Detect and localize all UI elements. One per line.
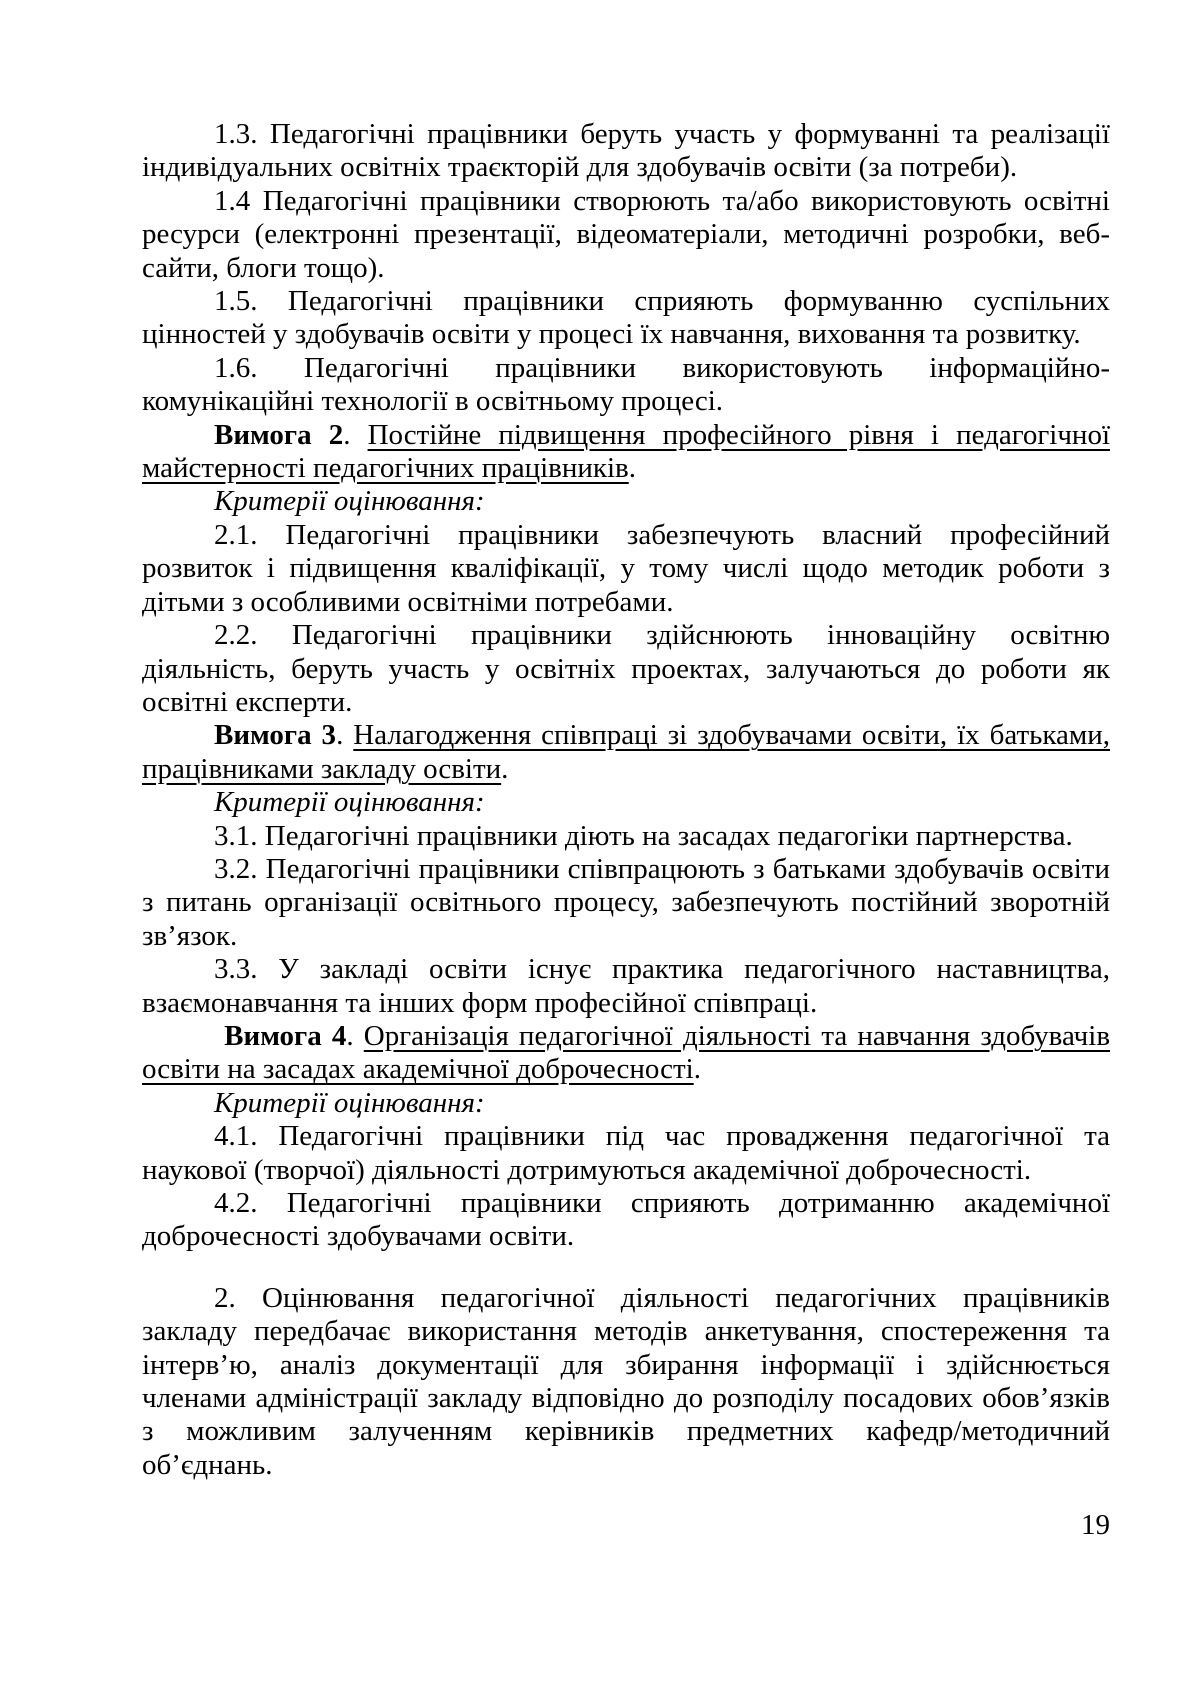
page-number: 19 [1081,1509,1110,1541]
requirement-title: Налагодження співпраці зі здобувачами освіти, їх батьками, працівниками закладу освіти [142,719,1111,785]
requirement-title: Організація педагогічної діяльності та навчання здобувачів освіти на засадах академічної доброчесності [142,1019,1111,1086]
paragraph: 3.2. Педагогічні працівники співпрацюють з батьками здобувачів освіти з питань організації освітнього процесу, забезпечують постійний зворотній зв’язок. [142,852,1110,952]
requirement-paragraph [142,419,1110,486]
requirement-tail: . [628,452,636,485]
requirement-separator: . [343,418,368,451]
requirement-label: Вимога 2 [214,418,344,451]
paragraph: 1.4 Педагогічні працівники створюють та/або використовують освітні ресурси (електронні презентації, відеоматеріали, методичні розробки, веб-сайти, блоги тощо). [142,184,1110,284]
criteria-heading: Критерії оцінювання: [214,485,485,518]
paragraph: 2. Оцінювання педагогічної діяльності педагогічних працівників закладу передбачає використання методів анкетування, спостереження та інтерв’ю, аналіз документації для збирання інформації і здійснюється членами адміністрації закладу відповідно до розподілу посадових обов’язків з можливим залученням керівників предметних кафедр/методичний об’єднань. [142,1281,1110,1481]
requirement-tail: . [693,1053,701,1086]
paragraph: 1.3. Педагогічні працівники беруть участь у формуванні та реалізації індивідуальних освітніх траєкторій для здобувачів освіти (за потреби). [142,118,1110,184]
paragraph: 4.2. Педагогічні працівники сприяють дотриманню академічної доброчесності здобувачами освіти. [142,1187,1110,1253]
requirement-title: Постійне підвищення професійного рівня і педагогічної майстерності педагогічних працівників [142,418,1111,485]
paragraph: 2.2. Педагогічні працівники здійснюють інноваційну освітню діяльність, беруть участь у освітніх проектах, залучаються до роботи як освітні експерти. [142,619,1110,718]
requirement-separator: . [346,1019,364,1052]
paragraph: 3.3. У закладі освіти існує практика педагогічного наставництва, взаємонавчання та інших форм професійної співпраці. [142,953,1110,1019]
requirement-paragraph [142,1020,1110,1087]
paragraph: 3.1. Педагогічні працівники діють на засадах педагогіки партнерства. [214,819,1073,852]
requirement-label: Вимога 4 [214,1019,347,1052]
requirement-paragraph [142,719,1110,786]
document-body [142,118,1110,1482]
requirement-label: Вимога 3 [214,719,337,752]
criteria-heading: Критерії оцінювання: [214,1086,485,1119]
requirement-tail: . [501,752,509,785]
criteria-heading: Критерії оцінювання: [214,786,485,819]
paragraph: 1.6. Педагогічні працівники використовують інформаційно-комунікаційні технології в освітньому процесі. [142,351,1110,418]
paragraph: 4.1. Педагогічні працівники під час провадження педагогічної та наукової (творчої) діяльності дотримуються академічної доброчесності. [142,1120,1110,1186]
paragraph: 2.1. Педагогічні працівники забезпечують власний професійний розвиток і підвищення кваліфікації, у тому числі щодо методик роботи з дітьми з особливими освітніми потребами. [142,518,1110,618]
paragraph: 1.5. Педагогічні працівники сприяють формуванню суспільних цінностей у здобувачів освіти у процесі їх навчання, виховання та розвитку. [142,285,1110,351]
requirement-separator: . [336,719,354,752]
